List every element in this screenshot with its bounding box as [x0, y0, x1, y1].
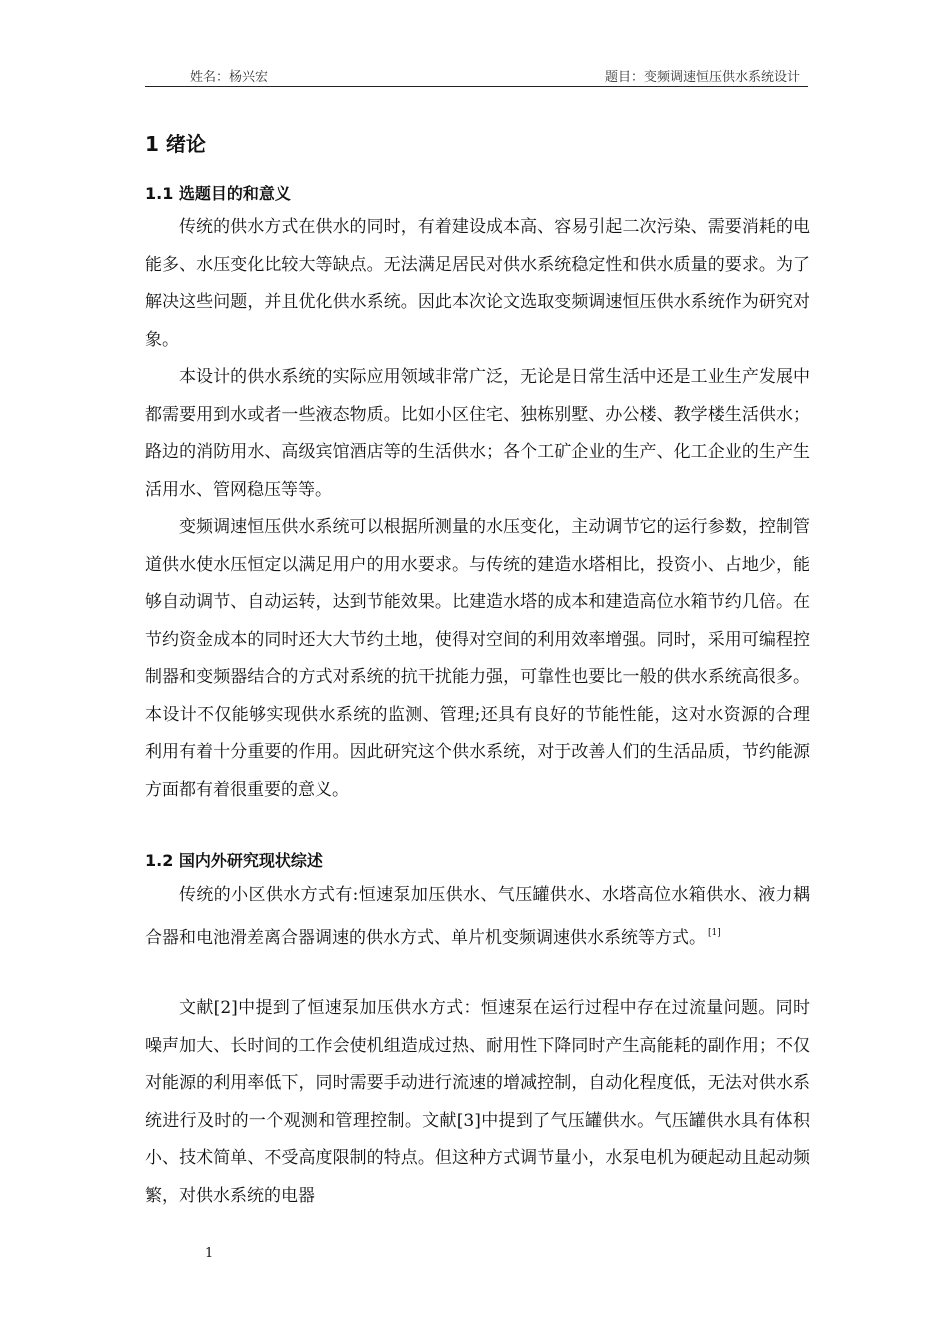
- paragraph: [145, 877, 810, 957]
- header-author-name: 姓名：杨兴宏: [190, 70, 269, 85]
- paragraph: 传统的供水方式在供水的同时，有着建设成本高、容易引起二次污染、需要消耗的电能多、水压变化比较大等缺点。无法满足居民对供水系统稳定性和供水质量的要求。为了解决这些问题，并且优化供水系统。因此本次论文选取变频调速恒压供水系统作为研究对象。: [145, 217, 810, 350]
- section-title-1-2: 1.2 国内外研究现状综述: [145, 851, 323, 870]
- page-header: [145, 66, 808, 85]
- header-thesis-title: 题目：变频调速恒压供水系统设计: [604, 70, 800, 85]
- paragraph-text: 传统的小区供水方式有:恒速泵加压供水、气压罐供水、水塔高位水箱供水、液力耦合器和电池滑差离合器调速的供水方式、单片机变频调速供水系统等方式。: [145, 885, 810, 948]
- paragraph: 本设计的供水系统的实际应用领域非常广泛，无论是日常生活中还是工业生产发展中都需要用到水或者一些液态物质。比如小区住宅、独栋别墅、办公楼、教学楼生活供水；路边的消防用水、高级宾馆酒店等的生活供水；各个工矿企业的生产、化工企业的生产生活用水、管网稳压等等。: [145, 367, 810, 500]
- citation-reference: [1]: [708, 927, 721, 938]
- chapter-title: 1 绪论: [145, 132, 206, 156]
- header-divider: [145, 86, 808, 87]
- section-title-1-1: 1.1 选题目的和意义: [145, 184, 291, 203]
- paragraph: 文献[2]中提到了恒速泵加压供水方式：恒速泵在运行过程中存在过流量问题。同时噪声加大、长时间的工作会使机组造成过热、耐用性下降同时产生高能耗的副作用；不仅对能源的利用率低下，同时需要手动进行流速的增减控制，自动化程度低，无法对供水系统进行及时的一个观测和管理控制。文献[3]中提到了气压罐供水。气压罐供水具有体积小、技术简单、不受高度限制的特点。但这种方式调节量小，水泵电机为硬起动且起动频繁，对供水系统的电器: [145, 998, 810, 1206]
- page-number: 1: [205, 1246, 214, 1261]
- paragraph: 变频调速恒压供水系统可以根据所测量的水压变化，主动调节它的运行参数，控制管道供水使水压恒定以满足用户的用水要求。与传统的建造水塔相比，投资小、占地少，能够自动调节、自动运转，达到节能效果。比建造水塔的成本和建造高位水箱节约几倍。在节约资金成本的同时还大大节约土地，使得对空间的利用效率增强。同时，采用可编程控制器和变频器结合的方式对系统的抗干扰能力强，可靠性也要比一般的供水系统高很多。本设计不仅能够实现供水系统的监测、管理;还具有良好的节能性能，这对水资源的合理利用有着十分重要的作用。因此研究这个供水系统，对于改善人们的生活品质，节约能源方面都有着很重要的意义。: [145, 517, 810, 800]
